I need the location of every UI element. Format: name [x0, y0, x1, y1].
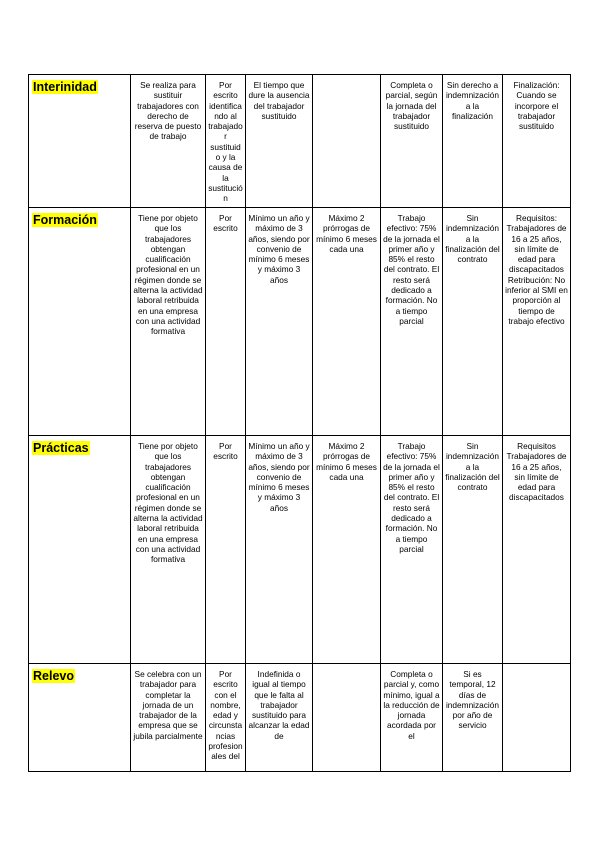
duration-cell: Indefinida o igual al tiempo que le falta al trabajador sustituido para alcanzar la edad de	[246, 664, 313, 772]
contract-name-cell	[29, 208, 131, 436]
extensions-cell	[313, 664, 381, 772]
form-cell: Por escrito	[206, 436, 246, 664]
description-cell: Se realiza para sustituir trabajadores con derecho de reserva de puesto de trabajo	[131, 75, 206, 208]
notes-cell	[503, 664, 571, 772]
contract-name-relevo: Relevo	[33, 669, 74, 683]
form-cell: Por escrito con el nombre, edad y circunstancias profesionales del	[206, 664, 246, 772]
contract-name-formacion: Formación	[33, 213, 97, 227]
contract-name-interinidad: Interinidad	[33, 80, 97, 94]
table-row-practicas	[29, 436, 571, 664]
compensation-cell: Sin indemnización a la finalización del contrato	[443, 436, 503, 664]
workday-cell: Trabajo efectivo: 75% de la jornada el primer año y 85% el resto del contrato. El resto será dedicado a formación. No a tiempo parcial	[381, 436, 443, 664]
contract-types-table	[28, 74, 571, 772]
duration-cell: El tiempo que dure la ausencia del trabajador sustituido	[246, 75, 313, 208]
form-cell: Por escrito	[206, 208, 246, 436]
contract-name-cell	[29, 75, 131, 208]
workday-cell: Completa o parcial, según la jornada del trabajador sustituido	[381, 75, 443, 208]
compensation-cell: Sin indemnización a la finalización del contrato	[443, 208, 503, 436]
description-cell: Tiene por objeto que los trabajadores obtengan cualificación profesional en un régimen donde se alterna la actividad laboral retribuida en una empresa con una actividad formativa	[131, 208, 206, 436]
contract-name-cell	[29, 436, 131, 664]
extensions-cell: Máximo 2 prórrogas de mínimo 6 meses cada una	[313, 208, 381, 436]
description-cell: Tiene por objeto que los trabajadores obtengan cualificación profesional en un régimen donde se alterna la actividad laboral retribuida en una empresa con una actividad formativa	[131, 436, 206, 664]
notes-cell: Requisitos Trabajadores de 16 a 25 años, sin límite de edad para discapacitados	[503, 436, 571, 664]
description-cell: Se celebra con un trabajador para completar la jornada de un trabajador de la empresa que se jubila parcialmente	[131, 664, 206, 772]
notes-cell: Finalización: Cuando se incorpore el trabajador sustituido	[503, 75, 571, 208]
extensions-cell: Máximo 2 prórrogas de mínimo 6 meses cada una	[313, 436, 381, 664]
compensation-cell: Sin derecho a indemnización a la finalización	[443, 75, 503, 208]
table-row-interinidad	[29, 75, 571, 208]
duration-cell: Mínimo un año y máximo de 3 años, siendo por convenio de mínimo 6 meses y máximo 3 años	[246, 436, 313, 664]
table-row-formacion	[29, 208, 571, 436]
duration-cell: Mínimo un año y máximo de 3 años, siendo por convenio de mínimo 6 meses y máximo 3 años	[246, 208, 313, 436]
contract-name-practicas: Prácticas	[33, 441, 89, 455]
extensions-cell	[313, 75, 381, 208]
table-row-relevo	[29, 664, 571, 772]
contract-name-cell	[29, 664, 131, 772]
notes-cell: Requisitos: Trabajadores de 16 a 25 años, sin límite de edad para discapacitados Retribución: No inferior al SMI en proporción al tiempo de trabajo efectivo	[503, 208, 571, 436]
workday-cell: Trabajo efectivo: 75% de la jornada el primer año y 85% el resto del contrato. El resto será dedicado a formación. No a tiempo parcial	[381, 208, 443, 436]
workday-cell: Completa o parcial y, como mínimo, igual a la reducción de jornada acordada por el	[381, 664, 443, 772]
form-cell: Por escrito identificando al trabajador sustituido y la causa de la sustitución	[206, 75, 246, 208]
compensation-cell: Si es temporal, 12 días de indemnización por año de servicio	[443, 664, 503, 772]
